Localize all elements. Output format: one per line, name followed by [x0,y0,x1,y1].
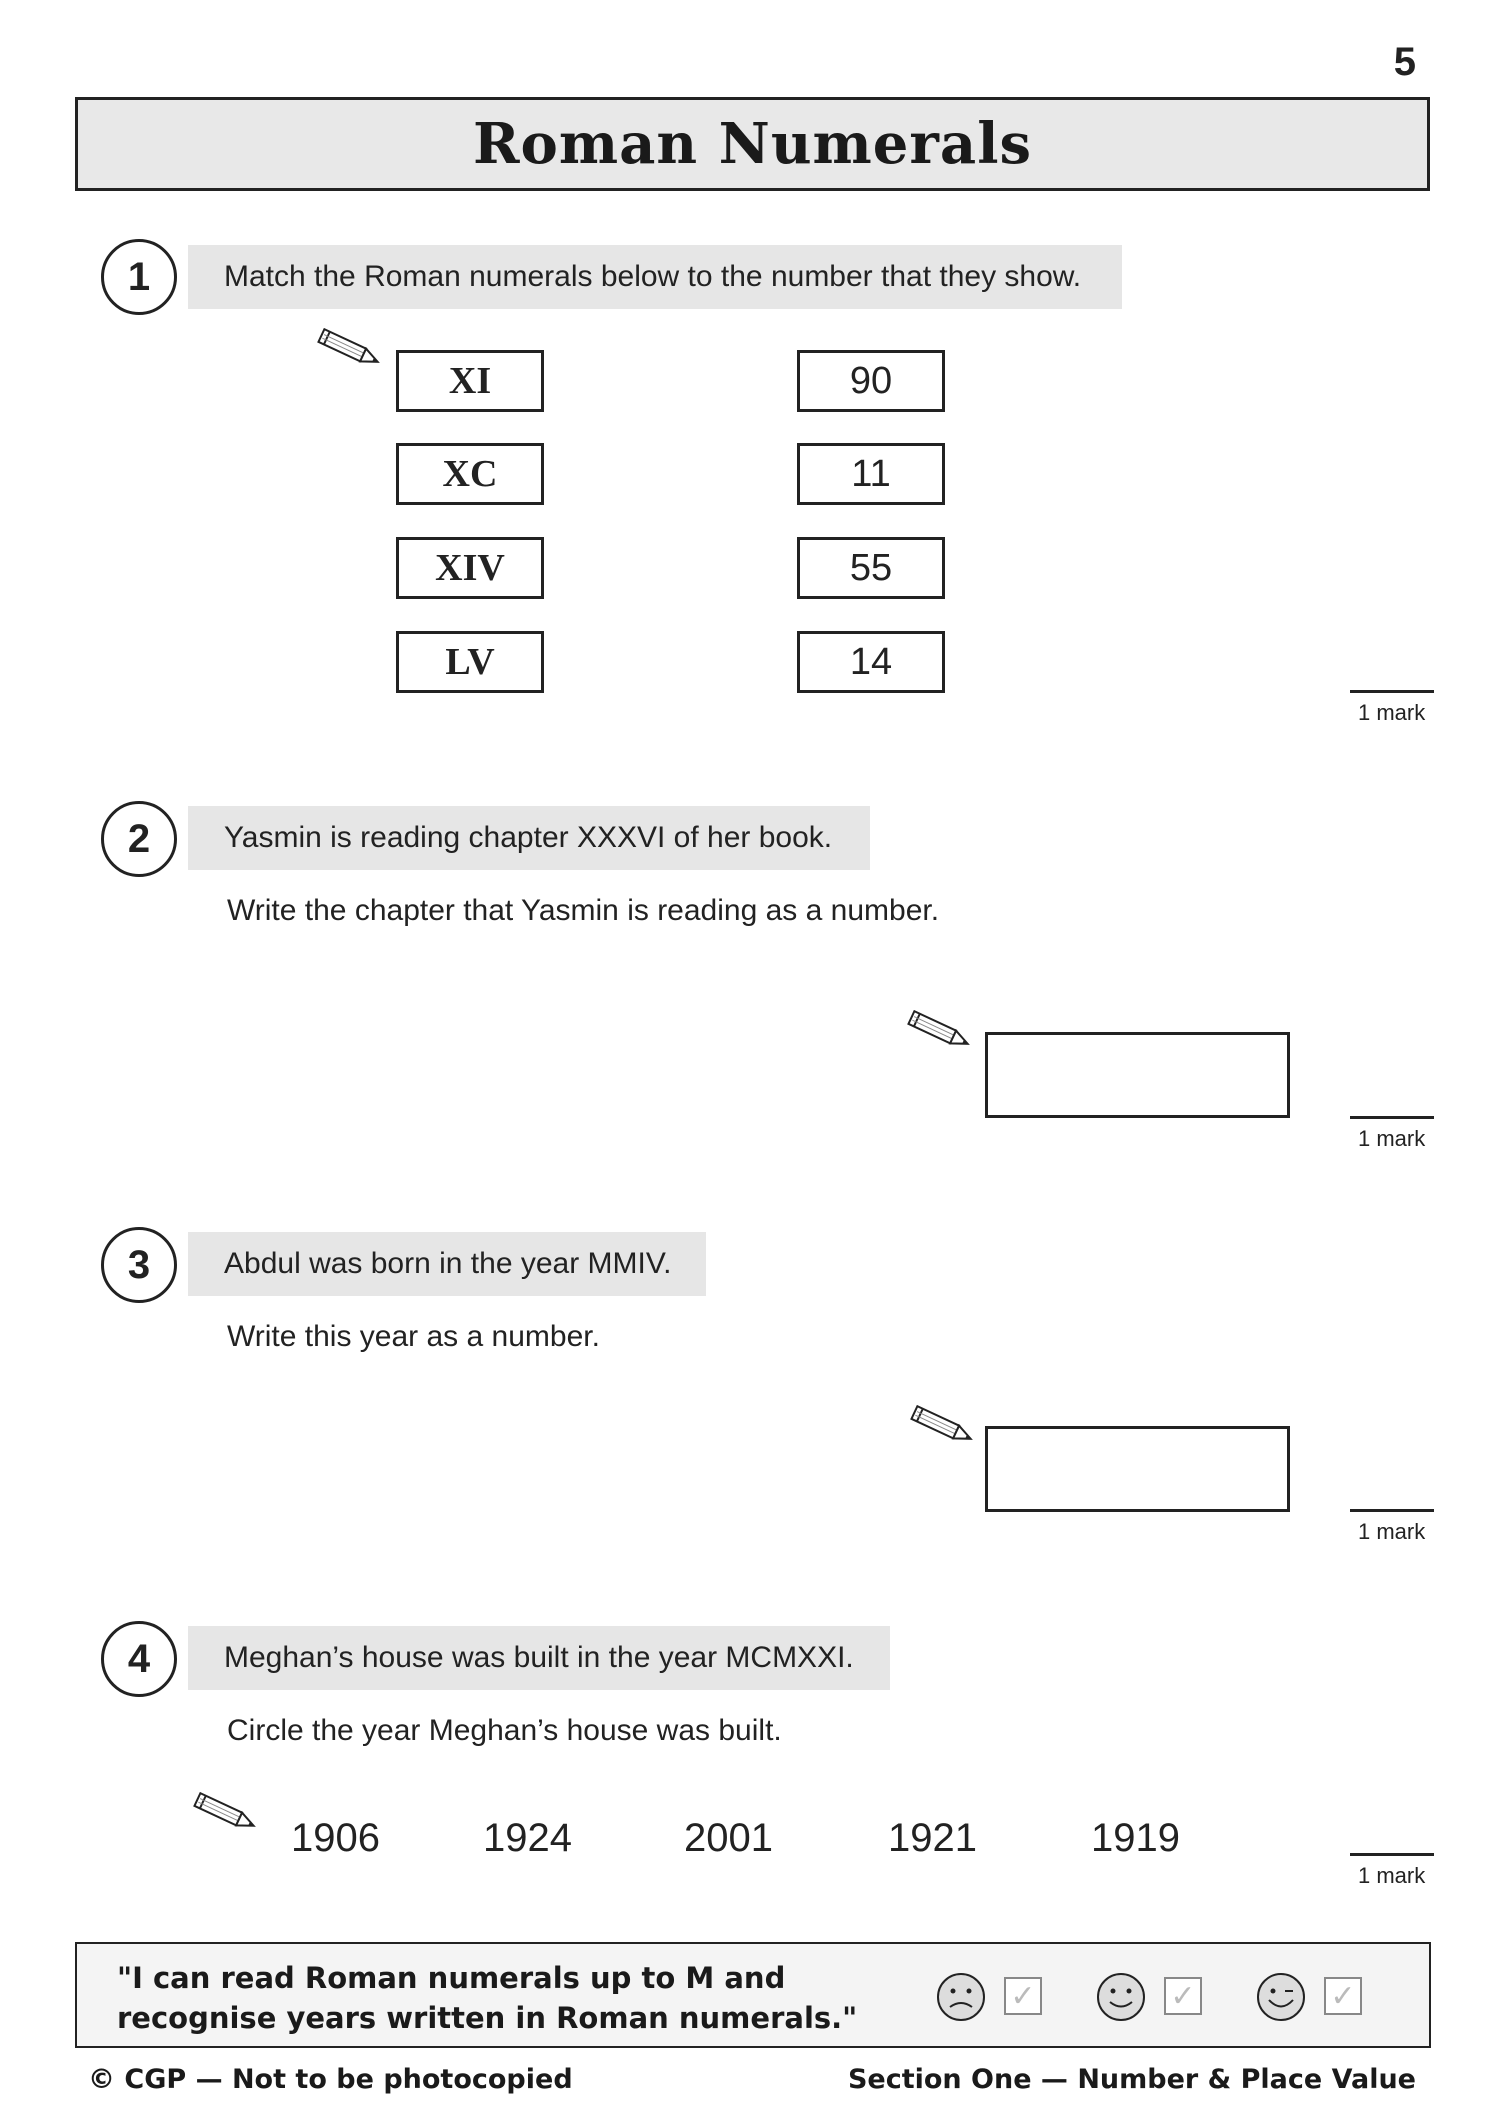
page-title: Roman Numerals [472,111,1032,177]
checkbox-confident[interactable]: ✓ [1324,1977,1362,2015]
question-4-prompt: Meghan’s house was built in the year MCMXXI. [188,1626,890,1690]
roman-numeral-box[interactable]: XI [396,350,544,412]
happy-face-icon [1095,1971,1147,2023]
mark-label: 1 mark [1358,1863,1426,1888]
footer-copyright: © CGP — Not to be photocopied [88,2064,573,2095]
question-3-number: 3 [101,1227,177,1303]
mark-label: 1 mark [1358,700,1426,725]
year-option[interactable]: 1919 [1091,1816,1180,1860]
question-4-instruction: Circle the year Meghan’s house was built. [227,1714,782,1747]
mark-line [1350,690,1434,693]
question-1-prompt: Match the Roman numerals below to the number that they show. [188,245,1122,309]
question-2-prompt: Yasmin is reading chapter XXXVI of her book. [188,806,870,870]
pencil-icon [900,1010,980,1054]
mark-label: 1 mark [1358,1126,1426,1151]
number-box[interactable]: 11 [797,443,945,505]
statement-line-2: recognise years written in Roman numerals." [117,2001,858,2035]
question-3-instruction: Write this year as a number. [227,1320,600,1353]
roman-numeral-box[interactable]: XIV [396,537,544,599]
answer-box[interactable] [985,1032,1290,1118]
self-assessment-box [75,1942,1431,2048]
roman-numeral-box[interactable]: XC [396,443,544,505]
self-assessment-statement [117,1958,857,2038]
number-box[interactable]: 90 [797,350,945,412]
winking-face-icon [1255,1971,1307,2023]
mark-line [1350,1509,1434,1512]
year-option[interactable]: 1924 [483,1816,572,1860]
question-2-instruction: Write the chapter that Yasmin is reading as a number. [227,894,940,927]
sad-face-icon [935,1971,987,2023]
year-option[interactable]: 1906 [291,1816,380,1860]
footer-section: Section One — Number & Place Value [847,2064,1416,2095]
question-1-number: 1 [101,239,177,315]
title-banner [75,97,1430,191]
mark-line [1350,1116,1434,1119]
question-2-number: 2 [101,801,177,877]
checkbox-happy[interactable]: ✓ [1164,1977,1202,2015]
number-box[interactable]: 55 [797,537,945,599]
pencil-icon [310,328,390,372]
checkbox-sad[interactable]: ✓ [1004,1977,1042,2015]
page-number: 5 [1393,40,1416,84]
mark-line [1350,1853,1434,1856]
question-4-number: 4 [101,1621,177,1697]
mark-label: 1 mark [1358,1519,1426,1544]
pencil-icon [186,1792,266,1836]
statement-line-1: "I can read Roman numerals up to M and [117,1961,786,1995]
question-3-prompt: Abdul was born in the year MMIV. [188,1232,706,1296]
year-option[interactable]: 2001 [684,1816,773,1860]
number-box[interactable]: 14 [797,631,945,693]
answer-box[interactable] [985,1426,1290,1512]
pencil-icon [903,1405,983,1449]
roman-numeral-box[interactable]: LV [396,631,544,693]
year-option[interactable]: 1921 [888,1816,977,1860]
